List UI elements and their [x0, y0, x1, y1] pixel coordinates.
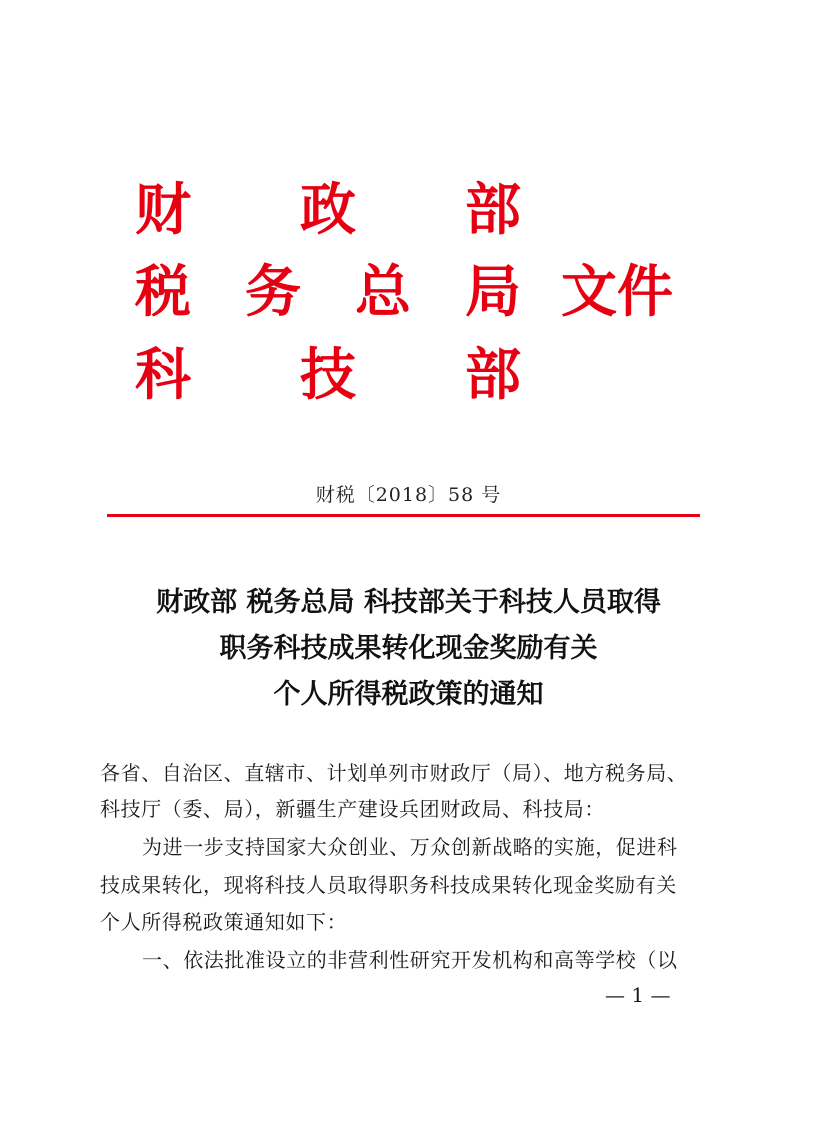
issuer-char: 政 — [300, 177, 356, 243]
body-text-line: 为进一步支持国家大众创业、万众创新战略的实施，促进科 — [142, 835, 678, 859]
addressee-line: 科技厅（委、局），新疆生产建设兵团财政局、科技局： — [100, 797, 605, 821]
body-text-line: 技成果转化，现将科技人员取得职务科技成果转化现金奖励有关 — [100, 873, 677, 897]
issuer-char: 部 — [465, 177, 521, 243]
notice-title-line: 个人所得税政策的通知 — [273, 679, 544, 710]
body-text-line: 个人所得税政策通知如下： — [100, 910, 348, 934]
document-number: 财税〔2018〕58 号 — [315, 484, 502, 506]
issuer-char: 局 — [465, 259, 521, 325]
issuer-char: 总 — [355, 259, 411, 325]
page-number: — 1 — — [605, 983, 671, 1007]
addressee-line: 各省、自治区、直辖市、计划单列市财政厅（局）、地方税务局、 — [100, 761, 688, 785]
issuer-char: 务 — [245, 259, 301, 325]
red-separator-line — [107, 514, 700, 517]
issuer-char: 财 — [135, 177, 191, 243]
issuer-char: 技 — [300, 342, 356, 408]
document-label: 文件 — [561, 259, 673, 325]
issuer-char: 部 — [465, 342, 521, 408]
issuer-char: 科 — [135, 342, 191, 408]
body-text-line: 一、依法批准设立的非营利性研究开发机构和高等学校（以 — [142, 948, 678, 972]
issuer-char: 税 — [135, 259, 191, 325]
notice-title-line: 职务科技成果转化现金奖励有关 — [219, 633, 598, 664]
notice-title-line: 财政部 税务总局 科技部关于科技人员取得 — [156, 587, 661, 618]
